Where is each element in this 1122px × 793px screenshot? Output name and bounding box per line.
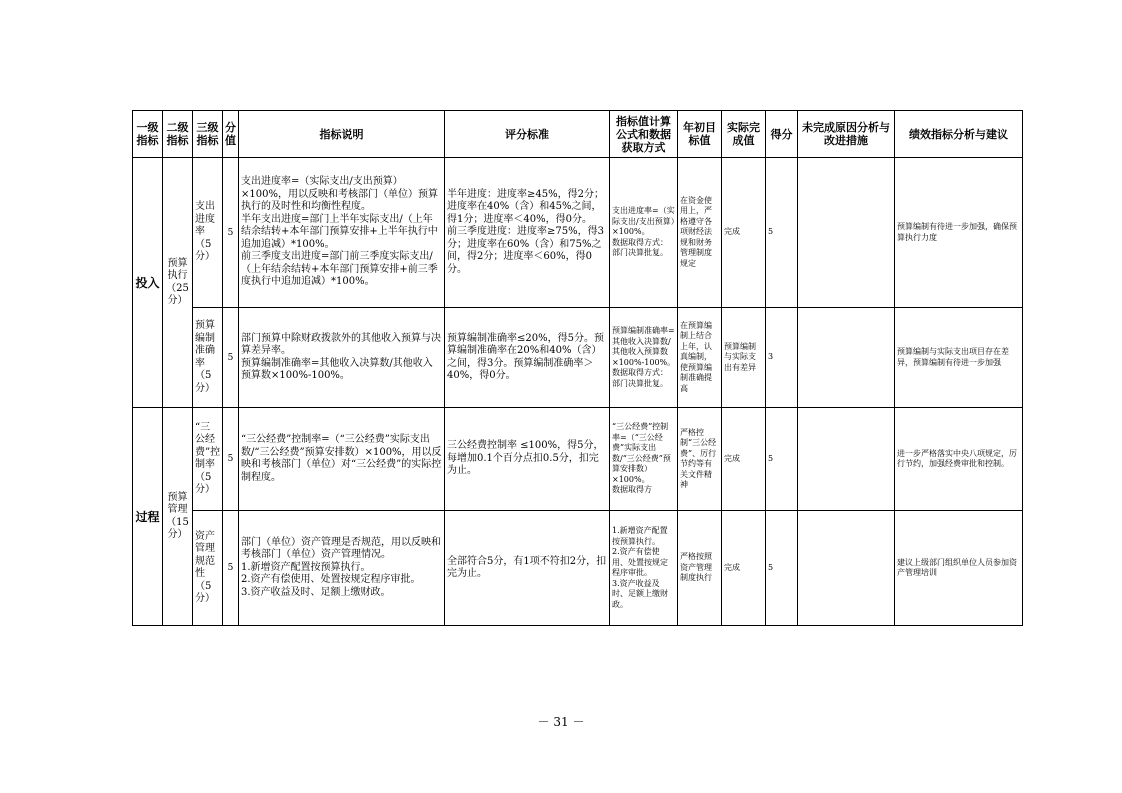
target-cell: 严格控制“三公经费”、厉行节约等有关文件精神 (678, 408, 722, 511)
level3-cell: 预算编制准确率（5分） (193, 308, 223, 408)
header-reason: 未完成原因分析与改进措施 (798, 111, 895, 158)
reason-cell (798, 308, 895, 408)
header-score: 分值 (223, 111, 239, 158)
description-cell: “三公经费”控制率=（“三公经费”实际支出数/“三公经费”预算安排数）×100%，用以反映和考核部门（单位）对“三公经费”的实际控制程度。 (239, 408, 445, 511)
table-row (133, 158, 1023, 308)
criteria-cell: 预算编制准确率≤20%，得5分。预算编制准确率在20%和40%（含）之间，得3分。预算编制准确率＞40%，得0分。 (445, 308, 610, 408)
formula-cell: 支出进度率=（实际支出/支出预算）×100%。 数据取得方式：部门决算批复。 (610, 158, 678, 308)
reason-cell (798, 158, 895, 308)
level3-cell: 支出进度率（5分） (193, 158, 223, 308)
advice-cell: 建议上级部门组织单位人员参加资产管理培训 (895, 511, 1023, 626)
score-cell: 5 (223, 408, 239, 511)
header-formula: 指标值计算公式和数据获取方式 (610, 111, 678, 158)
target-cell: 在资金使用上，严格遵守各项财经法规和财务管理制度规定 (678, 158, 722, 308)
header-actual: 实际完成值 (722, 111, 766, 158)
header-level2: 二级指标 (163, 111, 193, 158)
level3-cell: 资产管理规范性（5分） (193, 511, 223, 626)
advice-cell: 进一步严格落实中央八项规定，厉行节约，加强经费审批和控制。 (895, 408, 1023, 511)
performance-table (132, 110, 1023, 626)
level2-cell: 预算执行（25分） (163, 158, 193, 408)
header-advice: 绩效指标分析与建议 (895, 111, 1023, 158)
formula-cell: 1.新增资产配置按预算执行。 2.资产有偿使用、处置按规定程序审批。 3.资产收益及时、足额上缴财政。 (610, 511, 678, 626)
level2-cell: 预算管理（15分） (163, 408, 193, 626)
level1-cell: 投入 (133, 158, 163, 408)
advice-cell: 预算编制与实际支出项目存在差异，预算编制有待进一步加强 (895, 308, 1023, 408)
table-row (133, 408, 1023, 511)
level3-cell: “三公经费”控制率（5分） (193, 408, 223, 511)
level1-cell: 过程 (133, 408, 163, 626)
points-cell: 5 (766, 511, 798, 626)
description-cell: 部门（单位）资产管理是否规范，用以反映和考核部门（单位）资产管理情况。 1.新增资产配置按预算执行。 2.资产有偿使用、处置按规定程序审批。 3.资产收益及时、足额上缴财政。 (239, 511, 445, 626)
header-criteria: 评分标准 (445, 111, 610, 158)
reason-cell (798, 408, 895, 511)
points-cell: 5 (766, 408, 798, 511)
criteria-cell: 全部符合5分，有1项不符扣2分，扣完为止。 (445, 511, 610, 626)
target-cell: 在预算编制上结合上年，认真编制，使预算编制准确提高 (678, 308, 722, 408)
header-description: 指标说明 (239, 111, 445, 158)
table-row (133, 511, 1023, 626)
reason-cell (798, 511, 895, 626)
formula-cell: “三公经费”控制率=（“三公经费”实际支出数/“三公经费”预算安排数）×100%。 数据取得方 (610, 408, 678, 511)
header-row (133, 111, 1023, 158)
points-cell: 3 (766, 308, 798, 408)
actual-cell: 完成 (722, 158, 766, 308)
description-cell: 支出进度率=（实际支出/支出预算）×100%，用以反映和考核部门（单位）预算执行的及时性和均衡性程度。 半年支出进度=部门上半年实际支出/（上年结余结转+本年部门预算安排+上半年执行中追加追减）*100%。 前三季度支出进度=部门前三季度实际支出/（上年结余结转+本年部门预算安排+前三季度执行中追加追减）*100%。 (239, 158, 445, 308)
target-cell: 严格按照资产管理制度执行 (678, 511, 722, 626)
advice-cell: 预算编制有待进一步加强，确保预算执行力度 (895, 158, 1023, 308)
actual-cell: 完成 (722, 408, 766, 511)
formula-cell: 预算编制准确率=其他收入决算数/其他收入预算数×100%-100%。 数据取得方式：部门决算批复。 (610, 308, 678, 408)
page-number: － 31 － (537, 715, 585, 729)
actual-cell: 预算编制与实际支出有差异 (722, 308, 766, 408)
criteria-cell: 半年进度：进度率≥45%，得2分；进度率在40%（含）和45%之间，得1分；进度率＜40%，得0分。 前三季度进度：进度率≥75%，得3分；进度率在60%（含）和75%之间，得2分；进度率＜60%，得0分。 (445, 158, 610, 308)
description-cell: 部门预算中除财政拨款外的其他收入预算与决算差异率。 预算编制准确率=其他收入决算数/其他收入预算数×100%-100%。 (239, 308, 445, 408)
criteria-cell: 三公经费控制率 ≤100%，得5分，每增加0.1个百分点扣0.5分，扣完为止。 (445, 408, 610, 511)
table-row (133, 308, 1023, 408)
score-cell: 5 (223, 511, 239, 626)
score-cell: 5 (223, 158, 239, 308)
header-points: 得分 (766, 111, 798, 158)
header-level1: 一级指标 (133, 111, 163, 158)
actual-cell: 完成 (722, 511, 766, 626)
header-target: 年初目标值 (678, 111, 722, 158)
header-level3: 三级指标 (193, 111, 223, 158)
points-cell: 5 (766, 158, 798, 308)
score-cell: 5 (223, 308, 239, 408)
